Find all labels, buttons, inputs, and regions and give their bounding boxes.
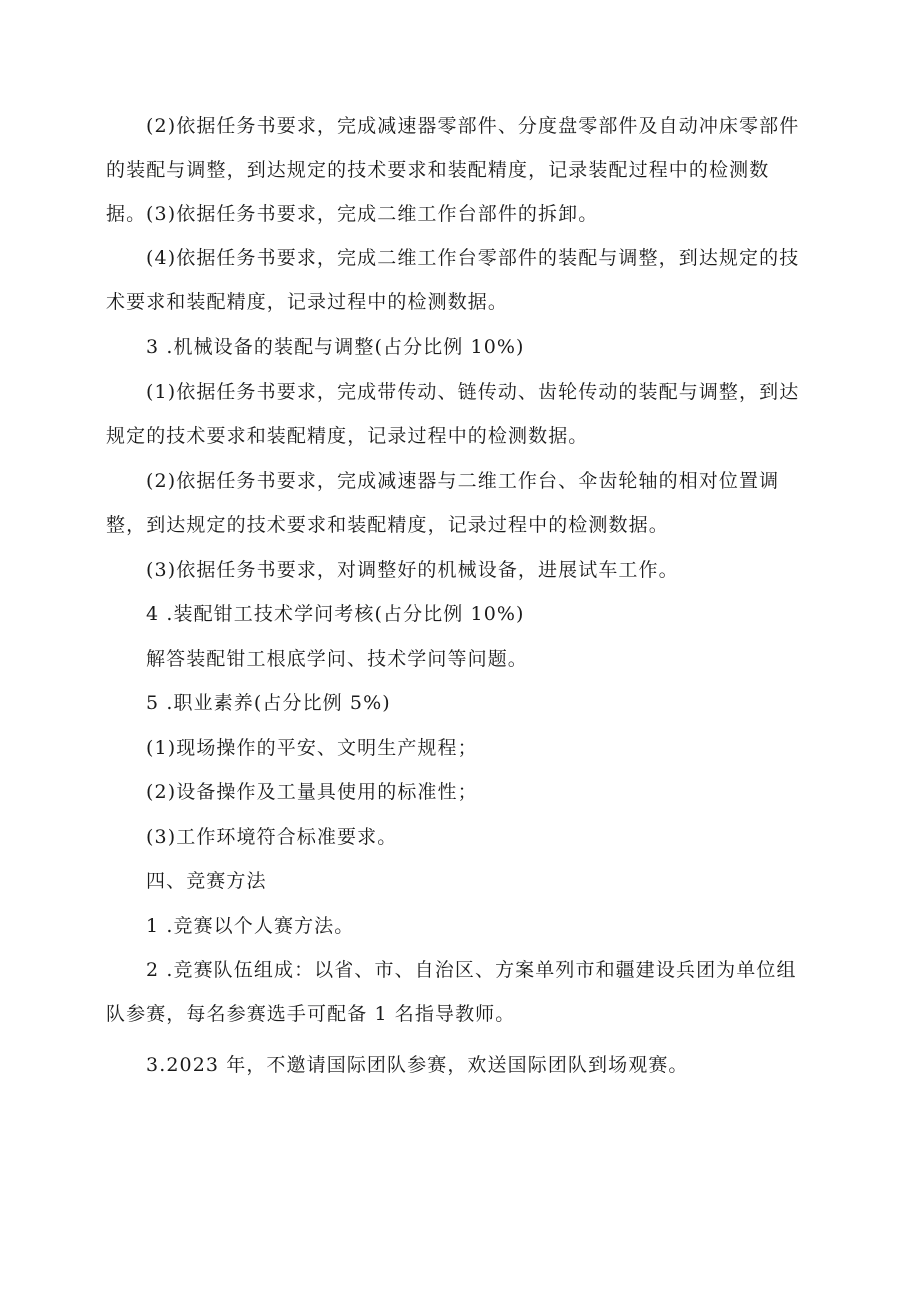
paragraph-work-environment: (3)工作环境符合标准要求。: [146, 826, 398, 848]
paragraph-1-transmission: (1)依据任务书要求，完成带传动、链传动、齿轮传动的装配与调整，到达规定的技术要求和装配精度，记录过程中的检测数据。: [106, 381, 800, 447]
paragraph-2-relative-position: (2)依据任务书要求，完成减速器与二维工作台、伞齿轮轴的相对位置调整，到达规定的技术要求和装配精度，记录过程中的检测数据。: [106, 470, 780, 536]
section-5-heading: 5 .职业素养(占分比例 5%): [146, 692, 391, 714]
paragraph-international-teams: 3.2023 年，不邀请国际团队参赛，欢送国际团队到场观赛。: [146, 1054, 689, 1076]
paragraph-standard-operation: (2)设备操作及工量具使用的标准性；: [146, 781, 478, 803]
section-3-heading: 3 .机械设备的装配与调整(占分比例 10%): [146, 336, 525, 358]
paragraph-safety: (1)现场操作的平安、文明生产规程；: [146, 737, 478, 759]
paragraph-4-table-assembly: (4)依据任务书要求，完成二维工作台零部件的装配与调整，到达规定的技术要求和装配精度，记录过程中的检测数据。: [106, 247, 800, 313]
section-4-heading: 4 .装配钳工技术学问考核(占分比例 10%): [146, 603, 525, 625]
paragraph-3-trial-run: (3)依据任务书要求，对调整好的机械设备，进展试车工作。: [146, 559, 679, 581]
paragraph-3-disassembly: (3)依据任务书要求，完成二维工作台部件的拆卸。: [146, 203, 599, 225]
paragraph-knowledge-questions: 解答装配钳工根底学问、技术学问等问题。: [146, 648, 528, 670]
chapter-4-heading: 四、竞赛方法: [146, 870, 267, 892]
paragraph-team-composition: 2 .竞赛队伍组成：以省、市、自治区、方案单列市和疆建设兵团为单位组队参赛，每名参赛选手可配备 1 名指导教师。: [106, 959, 797, 1025]
paragraph-2-reducer-assembly: (2)依据任务书要求，完成减速器零部件、分度盘零部件及自动冲床零部件的装配与调整，到达规定的技术要求和装配精度，记录装配过程中的检测数据。: [106, 115, 800, 225]
paragraph-individual-competition: 1 .竞赛以个人赛方法。: [146, 915, 355, 937]
